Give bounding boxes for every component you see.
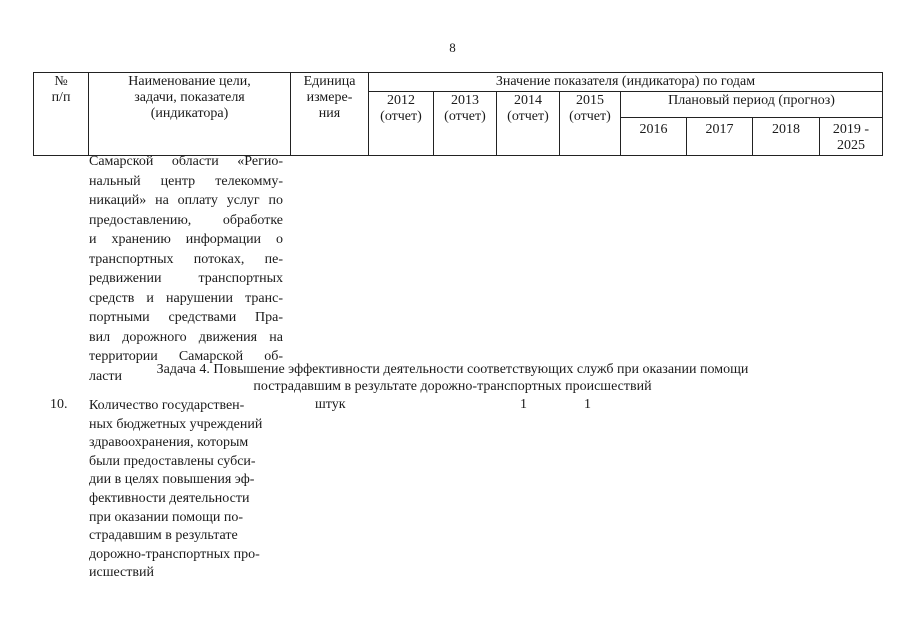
header-year-2019-2025: 2019 - 2025	[820, 118, 883, 156]
header-year-2015: 2015 (отчет)	[560, 92, 621, 156]
header-year-2014: 2014 (отчет)	[497, 92, 560, 156]
indicator-unit: штук	[315, 397, 346, 412]
header-col-num: № п/п	[34, 73, 89, 156]
value-2014: 1	[520, 397, 527, 412]
header-year-2012: 2012 (отчет)	[369, 92, 434, 156]
header-col-unit: Единица измере- ния	[291, 73, 369, 156]
header-values-title: Значение показателя (индикатора) по годам	[369, 73, 883, 92]
header-year-2013: 2013 (отчет)	[434, 92, 497, 156]
header-plan-title: Плановый период (прогноз)	[621, 92, 883, 118]
header-year-2016: 2016	[621, 118, 687, 156]
header-year-2018: 2018	[753, 118, 820, 156]
header-table	[33, 72, 883, 156]
value-2015: 1	[584, 397, 591, 412]
continued-indicator-text: Самарской области «Регио- нальный центр телекомму- никаций» на оплату услуг по предоставлению, обработке и хранению информации о транспортных потоках, пе- редвижении транспортных средств и нарушении транс- портными средствами Пра- вил дорожного движения на территории Самарской об- ласти	[89, 154, 283, 384]
header-year-2017: 2017	[687, 118, 753, 156]
page-number: 8	[449, 40, 456, 55]
header-col-name: Наименование цели, задачи, показателя (индикатора)	[89, 73, 291, 156]
indicator-name: Количество государствен- ных бюджетных учреждений здравоохранения, которым были предоставлены субси- дии в целях повышения эф- фективности деятельности при оказании помощи по- страдавшим в результате дорожно-транспортных про- исшествий	[89, 398, 263, 581]
task-4-heading: Задача 4. Повышение эффективности деятельности соответствующих служб при оказании помощи пострадавшим в результате дорожно-транспортных происшествий	[156, 362, 749, 394]
row-number: 10.	[50, 397, 68, 412]
